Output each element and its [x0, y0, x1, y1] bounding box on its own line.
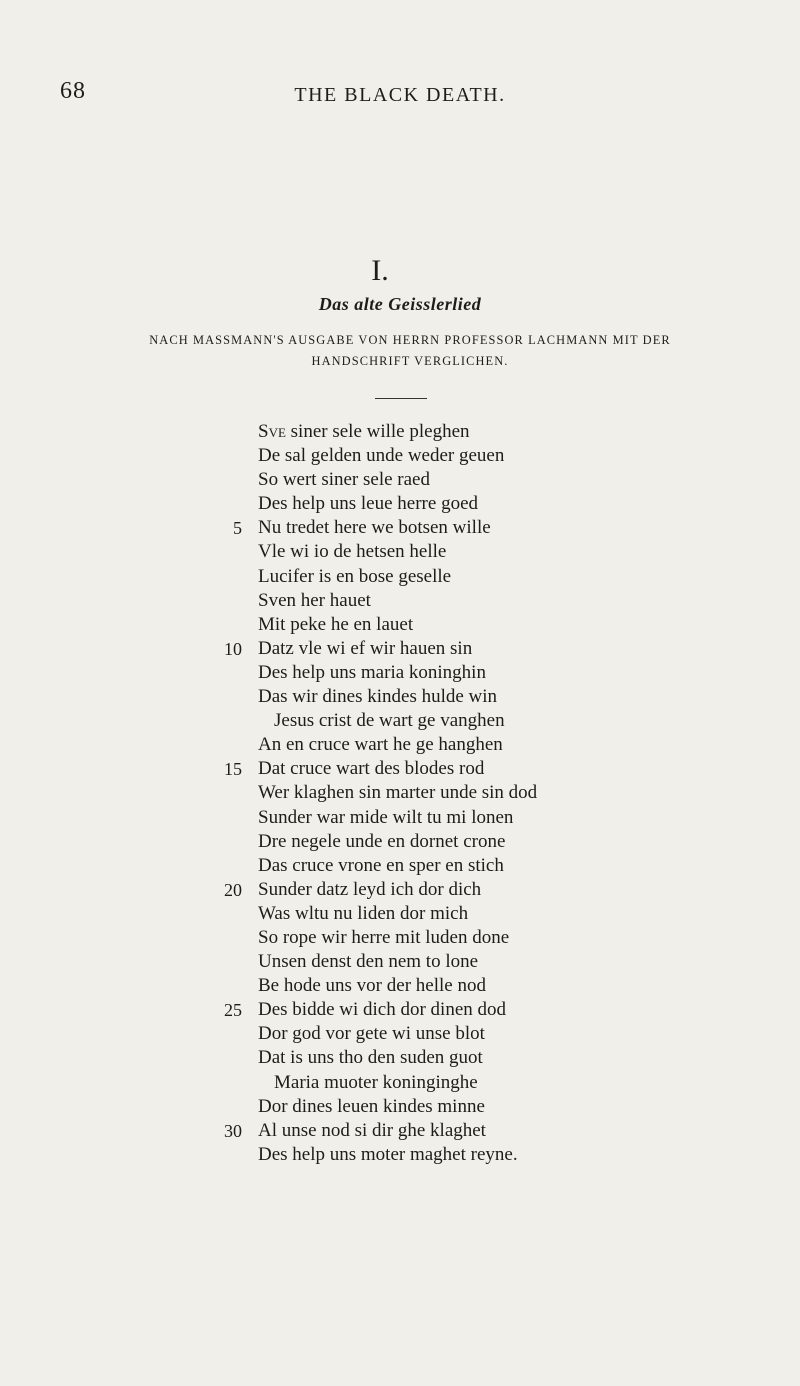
poem-line [258, 1143, 537, 1167]
poem-line-text: Datz vle wi ef wir hauen sin [258, 637, 473, 659]
poem-line [258, 974, 537, 998]
poem-first-word: Sve [258, 421, 286, 442]
page-number: 68 [60, 78, 86, 104]
poem-line-text: Lucifer is en bose geselle [258, 565, 452, 587]
source-note-line: HANDSCHRIFT VERGLICHEN. [311, 354, 509, 368]
poem-line [258, 685, 537, 709]
poem-line [258, 781, 537, 805]
poem-line [258, 420, 537, 444]
poem-line [258, 1046, 537, 1070]
poem-line-text: Dre negele unde en dornet crone [258, 830, 506, 852]
poem-line-text: Sven her hauet [258, 589, 371, 611]
poem-line [258, 733, 537, 757]
poem-line [258, 950, 537, 974]
poem-line-text: Dat is uns tho den suden guot [258, 1047, 483, 1069]
poem-line [258, 492, 537, 516]
poem-line-text: So wert siner sele raed [258, 469, 430, 491]
poem-line [258, 468, 537, 492]
poem-line-text: Des help uns leue herre goed [258, 493, 479, 515]
poem-line-text: Was wltu nu liden dor mich [258, 902, 469, 924]
poem-line-text: Wer klaghen sin marter unde sin dod [258, 782, 538, 804]
poem-line-text: Des help uns moter maghet reyne. [258, 1143, 518, 1165]
poem-line [258, 854, 537, 878]
poem-line [224, 1119, 537, 1143]
poem-line [258, 589, 537, 613]
poem-line-text: Sunder war mide wilt tu mi lonen [258, 806, 514, 828]
poem-line [224, 757, 537, 781]
poem-line-text: Nu tredet here we botsen wille [258, 517, 491, 539]
line-number: 5 [233, 518, 242, 539]
poem-line-text: So rope wir herre mit luden done [258, 926, 510, 948]
poem-line [258, 902, 537, 926]
poem-line [258, 1071, 537, 1095]
poem-line [258, 709, 537, 733]
poem-line [258, 565, 537, 589]
title-rule [375, 398, 427, 399]
poem-line-text: Sunder datz leyd ich dor dich [258, 878, 482, 900]
line-number: 15 [224, 759, 242, 780]
poem-line-text: Be hode uns vor der helle nod [258, 975, 486, 997]
poem-line [258, 444, 537, 468]
poem-line [224, 878, 537, 902]
poem-title: Das alte Geisslerlied [318, 294, 482, 314]
poem-line [258, 806, 537, 830]
poem-line-text: siner sele wille pleghen [285, 421, 470, 442]
poem-line-text: Maria muoter koninginghe [274, 1071, 478, 1093]
poem-line-text: Unsen denst den nem to lone [258, 951, 479, 973]
poem-line [258, 830, 537, 854]
line-number: 25 [224, 1000, 242, 1021]
poem-line [258, 926, 537, 950]
source-note-line: NACH MASSMANN'S AUSGABE VON HERRN PROFESSOR LACHMANN MIT DER [149, 333, 671, 347]
poem-line [258, 540, 537, 564]
poem-line-text: Dat cruce wart des blodes rod [258, 758, 485, 780]
line-number: 30 [224, 1120, 242, 1141]
poem-line [258, 661, 537, 685]
poem-line-text: Des help uns maria koninghin [258, 661, 486, 683]
poem-line [258, 1095, 537, 1119]
poem-line-text: Jesus crist de wart ge vanghen [274, 710, 505, 732]
poem-line [233, 516, 537, 540]
poem [224, 420, 538, 1167]
line-number: 10 [224, 638, 242, 659]
poem-line-text: Vle wi io de hetsen helle [258, 541, 447, 563]
poem-line-text: Dor god vor gete wi unse blot [258, 1023, 485, 1045]
line-number: 20 [224, 879, 242, 900]
poem-line [224, 998, 537, 1022]
poem-line-text: Al unse nod si dir ghe klaghet [258, 1119, 486, 1141]
section-numeral: I. [371, 254, 389, 287]
poem-line [224, 637, 537, 661]
poem-line-text: De sal gelden unde weder geuen [258, 445, 505, 467]
source-note [60, 330, 760, 372]
poem-line [258, 1022, 537, 1046]
poem-line-text: Das wir dines kindes hulde win [258, 686, 498, 708]
poem-line-text: Des bidde wi dich dor dinen dod [258, 999, 507, 1021]
poem-line-text: Mit peke he en lauet [258, 613, 414, 635]
poem-line [258, 613, 537, 637]
poem-line-text: Dor dines leuen kindes minne [258, 1095, 485, 1117]
running-head: THE BLACK DEATH. [294, 84, 506, 106]
poem-line-text: Das cruce vrone en sper en stich [258, 854, 504, 876]
poem-line-text: An en cruce wart he ge hanghen [258, 734, 503, 756]
